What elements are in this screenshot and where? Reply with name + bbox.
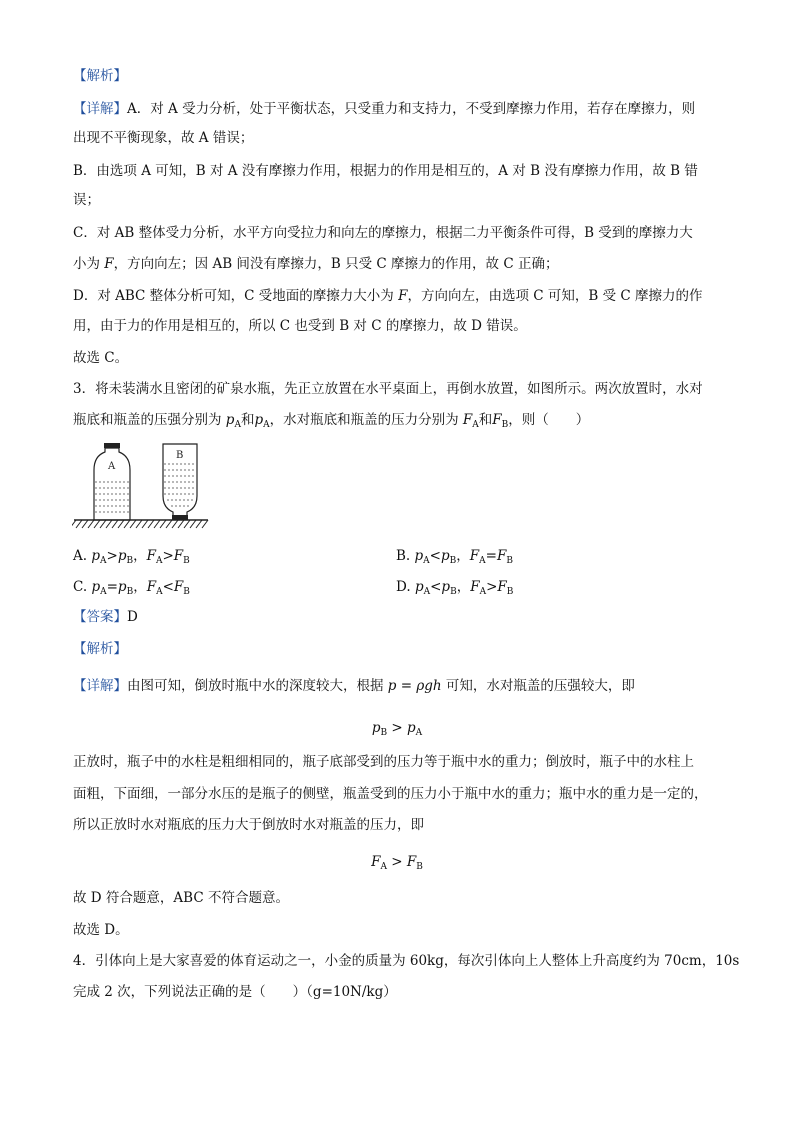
relation: = bbox=[485, 548, 497, 564]
option-d[interactable] bbox=[396, 577, 513, 602]
q2-text: D．对 ABC 整体分析可知，C 受地面的摩擦力大小为 bbox=[73, 288, 399, 304]
subscript: A bbox=[415, 728, 423, 738]
q3-answer bbox=[73, 607, 138, 627]
option-letter: A. bbox=[73, 548, 92, 564]
q3-text: 瓶底和瓶盖的压强分别为 bbox=[73, 412, 226, 428]
subscript: A bbox=[479, 556, 486, 566]
separator: ， bbox=[456, 548, 470, 564]
pressure-symbol: p bbox=[117, 579, 127, 595]
pressure-symbol: p bbox=[91, 548, 100, 564]
bottle-b-label: B bbox=[176, 450, 184, 461]
option-letter: B. bbox=[396, 548, 415, 564]
pressure-symbol: p bbox=[407, 720, 416, 736]
option-letter: D. bbox=[396, 579, 415, 595]
equation-pressure bbox=[0, 718, 794, 743]
q2-detail-line-2: 出现不平衡现象，故 A 错误； bbox=[73, 130, 254, 146]
force-symbol: F bbox=[469, 548, 480, 564]
option-a[interactable] bbox=[73, 546, 190, 571]
q3-text: 和 bbox=[240, 412, 255, 428]
pressure-symbol: p bbox=[91, 579, 101, 595]
force-symbol: F bbox=[492, 412, 502, 428]
bottle-a-water bbox=[95, 482, 129, 512]
subscript: A bbox=[100, 587, 107, 597]
q2-detail-line-3: B．由选项 A 可知，B 对 A 没有摩擦力作用，根据力的作用是相互的，A 对 B 没有摩擦力作用，故 B 错 bbox=[73, 163, 698, 179]
separator: ， bbox=[133, 548, 147, 564]
answer-tag: 【答案】 bbox=[73, 609, 127, 625]
q2-detail-line-6 bbox=[73, 254, 558, 274]
bottle-b bbox=[163, 444, 197, 520]
q2-jiexi-tag: 【解析】 bbox=[73, 68, 127, 84]
q3-para-line-2: 面粗，下面细，一部分水压的是瓶子的侧壁，瓶盖受到的压力小于瓶中水的重力；瓶中水的重力是一定的， bbox=[73, 786, 708, 802]
subscript: B bbox=[449, 556, 457, 566]
pressure-symbol: p bbox=[441, 579, 451, 595]
subscript: B bbox=[183, 587, 190, 597]
q3-conclusion-1: 故 D 符合题意，ABC 不符合题意。 bbox=[73, 890, 289, 906]
subscript: A bbox=[263, 420, 270, 430]
subscript: A bbox=[423, 556, 430, 566]
subscript: B bbox=[183, 556, 190, 566]
relation: > bbox=[162, 548, 174, 564]
q2-detail-line-4: 误； bbox=[73, 192, 100, 208]
subscript: A bbox=[423, 587, 431, 597]
q3-conclusion-2: 故选 D。 bbox=[73, 922, 129, 938]
relation: < bbox=[430, 579, 442, 595]
q2-text: ，方向向左，由选项 C 可知，B 受 C 摩擦力的作 bbox=[407, 288, 703, 304]
subscript: B bbox=[380, 728, 388, 738]
ground-hatching bbox=[72, 520, 208, 528]
pressure-symbol: p bbox=[371, 720, 381, 736]
bottle-a-cap bbox=[104, 443, 120, 448]
force-symbol: F bbox=[371, 854, 381, 870]
q4-stem-line-2: 完成 2 次，下列说法正确的是（ ）（g=10N/kg） bbox=[73, 984, 397, 1000]
q2-detail-line-5: C．对 AB 整体受力分析，水平方向受拉力和向左的摩擦力，根据二力平衡条件可得，B 受到的摩擦力大 bbox=[73, 225, 693, 241]
option-c[interactable] bbox=[73, 577, 190, 602]
force-symbol: F bbox=[497, 579, 507, 595]
force-symbol: F bbox=[462, 412, 473, 428]
q2-text: A．对 A 受力分析，处于平衡状态，只受重力和支持力，不受到摩擦力作用，若存在摩擦力，则 bbox=[127, 101, 696, 117]
relation: > bbox=[387, 720, 408, 736]
q2-conclusion: 故选 C。 bbox=[73, 350, 129, 366]
q3-text: 和 bbox=[478, 412, 493, 428]
subscript: B bbox=[126, 556, 134, 566]
force-symbol: F bbox=[173, 548, 184, 564]
subscript: A bbox=[472, 420, 479, 430]
q3-text: 可知，水对瓶盖的压强较大，即 bbox=[441, 678, 635, 694]
option-b[interactable] bbox=[396, 546, 513, 571]
q3-text: ，则（ ） bbox=[508, 412, 590, 428]
subscript: A bbox=[380, 862, 387, 872]
q4-stem-line-1: 4．引体向上是大家喜爱的体育运动之一，小金的质量为 60kg，每次引体向上人整体上升高度约为 70cm，10s bbox=[73, 953, 740, 969]
q2-xiangjie-tag: 【详解】 bbox=[73, 101, 127, 117]
force-symbol: F bbox=[398, 288, 408, 304]
q3-stem-line-2 bbox=[73, 410, 589, 435]
option-letter: C. bbox=[73, 579, 92, 595]
force-symbol: F bbox=[496, 548, 507, 564]
pressure-symbol: p bbox=[414, 548, 424, 564]
bottle-b-cap bbox=[172, 515, 188, 520]
pressure-symbol: p bbox=[254, 412, 264, 428]
q3-detail-line-1 bbox=[73, 676, 635, 696]
subscript: A bbox=[100, 556, 107, 566]
q2-text: 小为 bbox=[73, 256, 105, 272]
q3-text: 由图可知，倒放时瓶中水的深度较大，根据 bbox=[127, 678, 388, 694]
subscript: B bbox=[450, 587, 457, 597]
pressure-symbol: p bbox=[225, 412, 235, 428]
bottle-a bbox=[94, 443, 130, 520]
equation-force bbox=[0, 852, 794, 877]
subscript: B bbox=[501, 420, 509, 430]
q2-detail-line-1 bbox=[73, 99, 695, 119]
force-symbol: F bbox=[104, 256, 114, 272]
subscript: A bbox=[479, 587, 487, 597]
bottle-a-body bbox=[94, 448, 130, 520]
force-symbol: F bbox=[470, 579, 480, 595]
bottle-b-water bbox=[164, 464, 196, 506]
subscript: B bbox=[416, 862, 423, 872]
bottles-figure bbox=[72, 440, 212, 535]
relation: < bbox=[429, 548, 441, 564]
answer-value: D bbox=[127, 609, 138, 625]
separator: ， bbox=[133, 579, 147, 595]
q2-detail-line-8: 用，由于力的作用是相互的，所以 C 也受到 B 对 C 的摩擦力，故 D 错误。 bbox=[73, 318, 527, 334]
force-symbol: F bbox=[173, 579, 184, 595]
subscript: A bbox=[156, 587, 163, 597]
relation: > bbox=[386, 854, 407, 870]
pressure-symbol: p bbox=[117, 548, 127, 564]
subscript: B bbox=[506, 556, 513, 566]
relation: > bbox=[486, 579, 498, 595]
q3-jiexi-tag: 【解析】 bbox=[73, 641, 127, 657]
relation: = bbox=[106, 579, 118, 595]
q3-text: ，水对瓶底和瓶盖的压力分别为 bbox=[269, 412, 463, 428]
pressure-formula: p = ρgh bbox=[387, 678, 442, 694]
pressure-symbol: p bbox=[440, 548, 450, 564]
separator: ， bbox=[456, 579, 471, 595]
force-symbol: F bbox=[146, 548, 156, 564]
relation: > bbox=[106, 548, 118, 564]
force-symbol: F bbox=[146, 579, 157, 595]
q3-xiangjie-tag: 【详解】 bbox=[73, 678, 127, 694]
relation: < bbox=[162, 579, 174, 595]
subscript: B bbox=[126, 587, 134, 597]
subscript: B bbox=[506, 587, 514, 597]
subscript: A bbox=[234, 420, 241, 430]
q3-stem-line-1: 3．将未装满水且密闭的矿泉水瓶，先正立放置在水平桌面上，再倒水放置，如图所示。两次放置时，水对 bbox=[73, 381, 703, 397]
q2-detail-line-7 bbox=[73, 286, 703, 306]
bottle-a-label: A bbox=[108, 461, 116, 472]
pressure-symbol: p bbox=[414, 579, 424, 595]
force-symbol: F bbox=[406, 854, 417, 870]
q3-para-line-1: 正放时，瓶子中的水柱是粗细相同的，瓶子底部受到的压力等于瓶中水的重力；倒放时，瓶子中的水柱上 bbox=[73, 754, 694, 770]
subscript: A bbox=[155, 556, 163, 566]
q2-text: ，方向向左；因 AB 间没有摩擦力，B 只受 C 摩擦力的作用，故 C 正确； bbox=[113, 256, 559, 272]
q3-para-line-3: 所以正放时水对瓶底的压力大于倒放时水对瓶盖的压力，即 bbox=[73, 817, 424, 833]
